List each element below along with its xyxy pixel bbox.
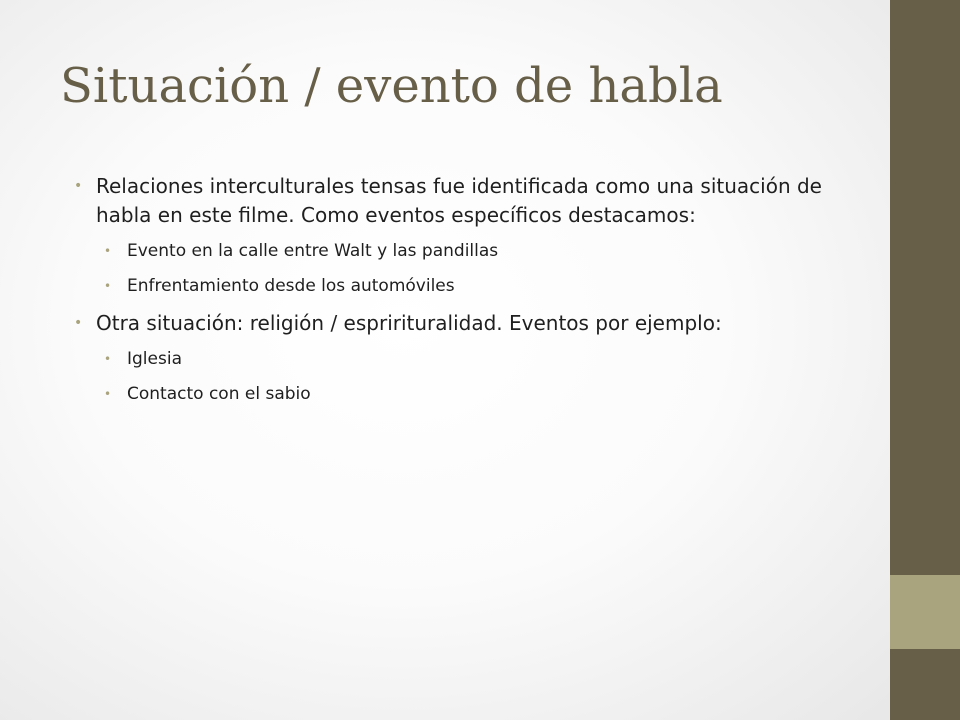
bullet-text: Relaciones interculturales tensas fue identificada como una situación de habla en este filme. Como eventos específicos destacamos:: [96, 174, 822, 227]
sub-bullet-list: [96, 240, 874, 298]
sub-bullet-item: [96, 240, 874, 263]
bullet-icon: •: [74, 178, 83, 194]
sub-bullet-icon: •: [104, 243, 112, 258]
sidebar-accent-bar-top: [890, 0, 960, 575]
sub-bullet-text: Evento en la calle entre Walt y las pandillas: [127, 240, 499, 261]
bullet-item-1: [74, 172, 874, 297]
sub-bullet-icon: •: [104, 352, 112, 367]
slide-title: Situación / evento de habla: [60, 58, 723, 114]
bullet-list: [74, 172, 874, 418]
bullet-item-2: [74, 309, 874, 406]
sub-bullet-text: Enfrentamiento desde los automóviles: [127, 275, 455, 296]
sub-bullet-text: Iglesia: [127, 349, 182, 370]
bullet-text: Otra situación: religión / espririturalidad. Eventos por ejemplo:: [96, 311, 722, 336]
sidebar-accent-bar-middle: [890, 575, 960, 649]
sub-bullet-list: [96, 348, 874, 406]
sub-bullet-icon: •: [104, 278, 112, 293]
sub-bullet-item: [96, 275, 874, 298]
sub-bullet-item: [96, 348, 874, 371]
sub-bullet-icon: •: [104, 387, 112, 402]
bullet-icon: •: [74, 315, 83, 332]
sub-bullet-text: Contacto con el sabio: [127, 384, 311, 405]
sub-bullet-item: [96, 383, 874, 406]
sidebar-accent-bar-bottom: [890, 649, 960, 720]
